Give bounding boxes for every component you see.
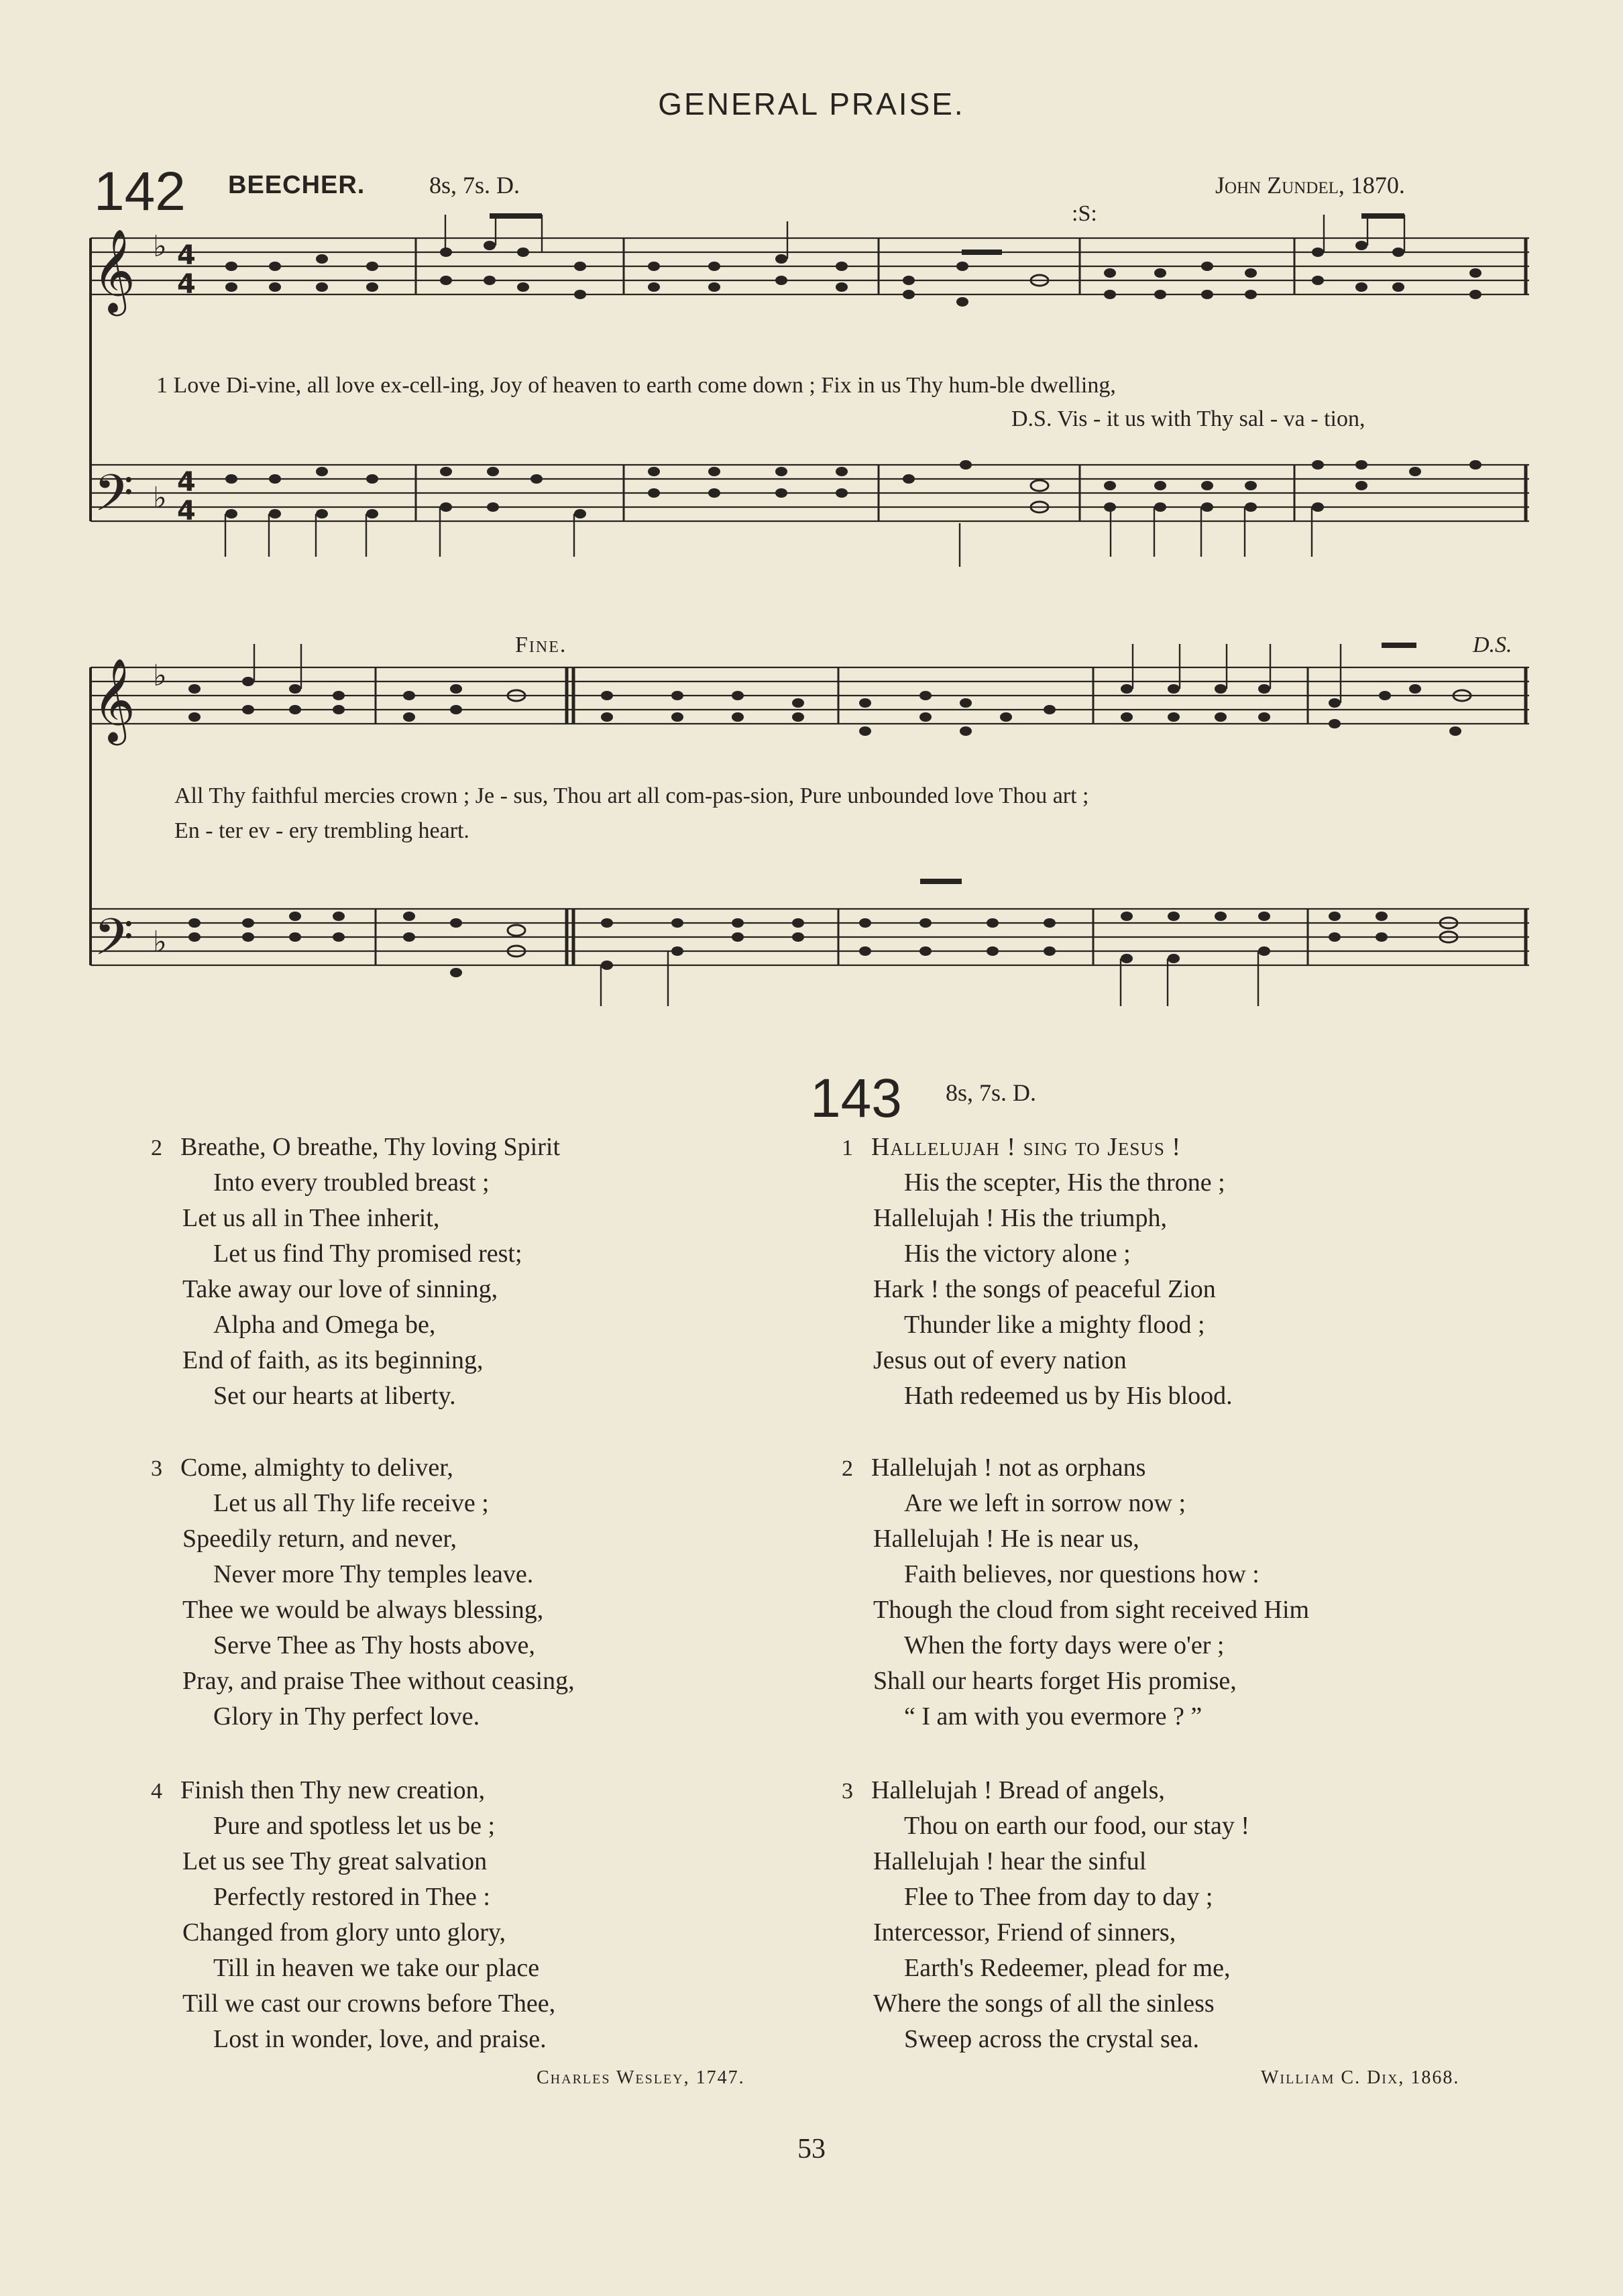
stanza-142-3	[151, 1450, 575, 1735]
verse-line: Finish then Thy new creation,	[180, 1776, 486, 1804]
verse-line: Earth's Redeemer, plead for me,	[904, 1954, 1231, 1982]
verse-line: Thee we would be always blessing,	[182, 1596, 544, 1624]
verse-line: Lost in wonder, love, and praise.	[213, 2025, 547, 2053]
segno-mark: :S:	[1072, 201, 1097, 226]
verse-number: 3	[842, 1779, 853, 1804]
stanza-143-2	[842, 1450, 1309, 1735]
verse-line: Pure and spotless let us be ;	[213, 1812, 496, 1840]
verse-line: Never more Thy temples leave.	[213, 1560, 534, 1588]
fine-mark: Fine.	[515, 633, 567, 657]
bass-clef-icon: 𝄢	[94, 463, 134, 535]
verse-line: His the scepter, His the throne ;	[904, 1168, 1225, 1197]
treble-clef-icon: 𝄞	[93, 229, 135, 313]
verse-line: Intercessor, Friend of sinners,	[873, 1918, 1176, 1947]
tune-name: BEECHER.	[228, 171, 366, 199]
noteheads-system2-treble	[188, 677, 1471, 736]
noteheads-system1-treble	[225, 241, 1481, 307]
verse-line: Faith believes, nor questions how :	[904, 1560, 1260, 1588]
verse-line: Take away our love of sinning,	[182, 1275, 498, 1303]
treble-clef-icon: 𝄞	[93, 658, 135, 742]
svg-text:♭: ♭	[153, 481, 167, 515]
section-title: GENERAL PRAISE.	[658, 87, 965, 121]
verse-line: Shall our hearts forget His promise,	[873, 1667, 1237, 1695]
composer: John Zundel, 1870.	[1215, 172, 1405, 199]
svg-text:♭: ♭	[153, 229, 167, 264]
meter-143: 8s, 7s. D.	[946, 1079, 1037, 1106]
svg-text:4: 4	[177, 496, 196, 527]
verse-line: Flee to Thee from day to day ;	[904, 1883, 1213, 1911]
svg-text:4: 4	[177, 240, 196, 271]
verse-line: When the forty days were o'er ;	[904, 1631, 1225, 1659]
svg-text:♭: ♭	[153, 659, 167, 693]
hymn-number-142: 142	[94, 161, 186, 222]
lyrics-line: All Thy faithful mercies crown ; Je - sus, Thou art all com-pas-sion, Pure unbounded love Thou art ;	[174, 783, 1089, 808]
verse-line: Till we cast our crowns before Thee,	[182, 1989, 556, 2018]
verse-line: Hallelujah ! He is near us,	[873, 1525, 1139, 1553]
verse-line: Changed from glory unto glory,	[182, 1918, 506, 1947]
verse-line: Let us see Thy great salvation	[182, 1847, 488, 1875]
verse-number: 3	[151, 1456, 162, 1481]
noteheads-system2-bass	[188, 912, 1457, 977]
verse-line: Come, almighty to deliver,	[180, 1454, 453, 1482]
verse-line: Let us all Thy life receive ;	[213, 1489, 489, 1517]
verse-line: Hath redeemed us by His blood.	[904, 1382, 1233, 1410]
verse-number: 2	[842, 1456, 853, 1481]
verse-line: Till in heaven we take our place	[213, 1954, 540, 1982]
verse-line: “ I am with you evermore ? ”	[904, 1702, 1202, 1731]
verse-line: Perfectly restored in Thee :	[213, 1883, 490, 1911]
stanza-143-1	[842, 1130, 1233, 1414]
verse-line: Jesus out of every nation	[873, 1346, 1127, 1374]
lyrics-line: En - ter ev - ery trembling heart.	[174, 818, 469, 843]
verse-number: 2	[151, 1136, 162, 1160]
author-143: William C. Dix, 1868.	[1261, 2067, 1460, 2088]
verse-line: Thou on earth our food, our stay !	[904, 1812, 1249, 1840]
verse-line: Breathe, O breathe, Thy loving Spirit	[180, 1133, 561, 1161]
music-score	[0, 0, 1623, 1006]
verse-line: Hallelujah ! hear the sinful	[873, 1847, 1147, 1875]
verse-line: Speedily return, and never,	[182, 1525, 457, 1553]
verse-line: Are we left in sorrow now ;	[904, 1489, 1186, 1517]
svg-text:4: 4	[177, 467, 196, 498]
verse-line: Hark ! the songs of peaceful Zion	[873, 1275, 1216, 1303]
svg-text:♭: ♭	[153, 925, 167, 959]
verse-line: His the victory alone ;	[904, 1240, 1131, 1268]
hymn-number-143: 143	[810, 1068, 902, 1129]
page-number: 53	[797, 2134, 826, 2165]
stanza-142-4	[151, 1773, 555, 2057]
staff-system1-treble	[91, 238, 1529, 294]
verse-line: Thunder like a mighty flood ;	[904, 1311, 1205, 1339]
stanza-143-3	[842, 1773, 1249, 2057]
verse-line: Hallelujah ! Bread of angels,	[871, 1776, 1165, 1804]
ds-mark: D.S.	[1473, 633, 1512, 657]
verse-line: Sweep across the crystal sea.	[904, 2025, 1200, 2053]
verse-number: 4	[151, 1779, 162, 1804]
staff-system2-bass	[91, 909, 1529, 965]
verse-line: Glory in Thy perfect love.	[213, 1702, 480, 1731]
verse-line: Pray, and praise Thee without ceasing,	[182, 1667, 575, 1695]
bass-clef-icon: 𝄢	[94, 908, 134, 979]
verse-line: Into every troubled breast ;	[213, 1168, 490, 1197]
noteheads-system1-bass	[225, 460, 1481, 518]
lyrics-line-ds: D.S. Vis - it us with Thy sal - va - tion,	[1011, 406, 1365, 431]
meter-142: 8s, 7s. D.	[429, 172, 520, 199]
verse-line: Hallelujah ! sing to Jesus !	[871, 1133, 1182, 1161]
verse-line: Let us find Thy promised rest;	[213, 1240, 522, 1268]
verse-line: Let us all in Thee inherit,	[182, 1204, 440, 1232]
verse-line: Alpha and Omega be,	[213, 1311, 436, 1339]
verse-line: Though the cloud from sight received Him	[873, 1596, 1310, 1624]
verse-line: Set our hearts at liberty.	[213, 1382, 456, 1410]
verse-line: Hallelujah ! not as orphans	[871, 1454, 1146, 1482]
verse-line: End of faith, as its beginning,	[182, 1346, 484, 1374]
verse-line: Where the songs of all the sinless	[873, 1989, 1215, 2018]
staff-system2-treble	[91, 667, 1529, 724]
verse-line: Hallelujah ! His the triumph,	[873, 1204, 1167, 1232]
staff-system1-bass	[91, 465, 1529, 521]
author-142: Charles Wesley, 1747.	[537, 2067, 745, 2088]
lyrics-line: 1 Love Di-vine, all love ex-cell-ing, Joy of heaven to earth come down ; Fix in us Thy hum-ble dwelling,	[156, 373, 1116, 398]
stanza-142-2	[151, 1130, 560, 1414]
svg-text:4: 4	[177, 269, 196, 300]
verse-line: Serve Thee as Thy hosts above,	[213, 1631, 535, 1659]
verse-number: 1	[842, 1136, 853, 1160]
